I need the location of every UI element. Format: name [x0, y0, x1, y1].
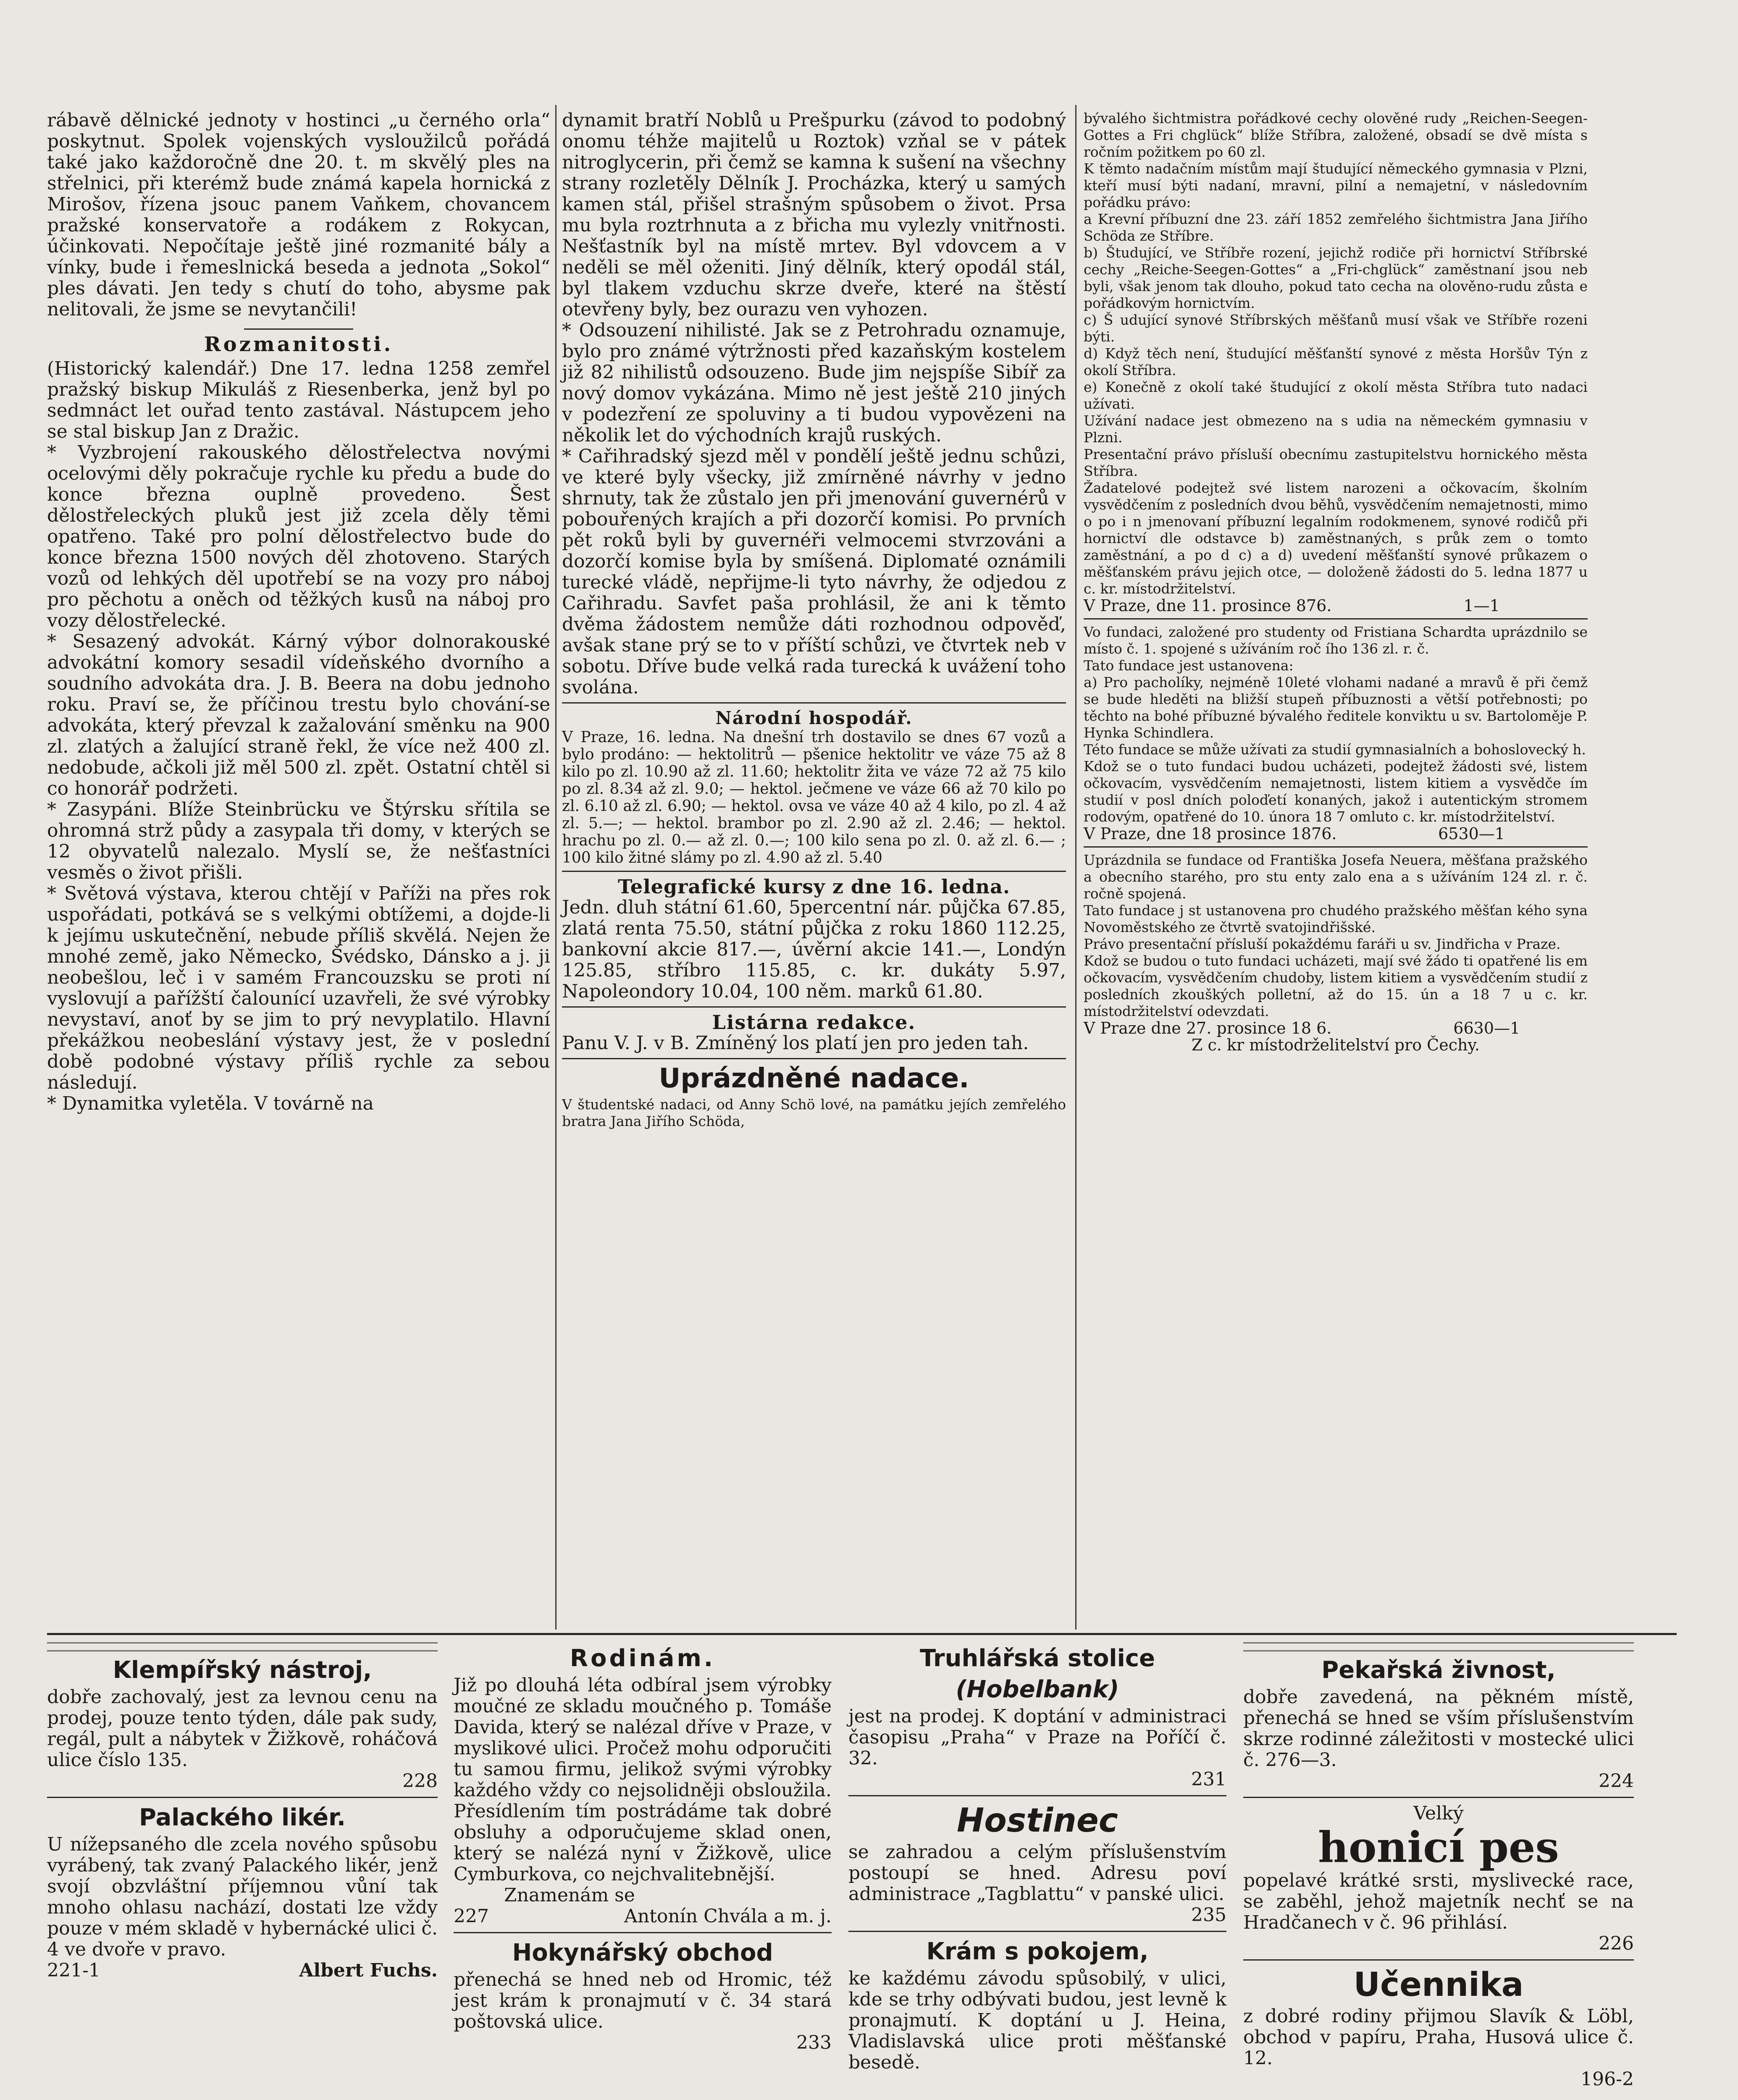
paragraph: c) Š udující synové Stříbrských měšťanů musí však ve Stříbře rozeni býti. — [1084, 312, 1588, 345]
ad-number: 226 — [1599, 1933, 1634, 1954]
news-item: * Dynamitka vyletěla. V továrně na — [47, 1093, 374, 1114]
paragraph: dynamit bratří Noblů u Prešpurku (závod to podobný onomu téhže majitelů u Roztok) vzňal se v pátek nitroglycerin, při čemž se kamna k sušení na všechny strany rozletěly Dělník J. Procházka, který u samých kamen stál, přišel strašným spůsobem o život. Prsa mu byla roztrhnuta a z břicha mu vylezly vnitřnosti. Nešťastník byl na místě mrtev. Byl vdovcem a v neděli se měl oženiti. Jiný dělník, který opodál stál, byl tlakem vzduchu skrze dveře, které na štěstí otevřeny byly, bez ourazu ven vyhozen. — [562, 110, 1066, 320]
ad-signer: Albert Fuchs. — [299, 1960, 438, 1981]
ad-title: Rodinám. — [570, 1645, 716, 1672]
paragraph: bývalého šichtmistra pořádkové cechy olověné rudy „Reichen-Seegen-Gottes a Fri chglück“ blíže Stříbra, založené, obsadí se dvě místa s ročním požitkem po 60 zl. — [1084, 110, 1588, 160]
paragraph: Tato fundace j st ustanovena pro chudého pražského měšťan kého syna Novoměstského ze čtvrtě svatojindřišské. — [1084, 902, 1588, 935]
signature-line: V Praze dne 27. prosince 18 6. 6630—1 — [1084, 1019, 1520, 1037]
news-item: * Vyzbrojení rakouského dělostřelectva novými ocelovými děly pokračuje rychle ku předu a bude do konce března ouplně provedeno. Šest dělostřeleckých pluků jest již zcela děly těmi opatřeno. Také pro polní dělostřelectvo bude do konce března 1500 nových děl zhotoveno. Starých vozů od lehkých děl upotřebí se na vozy pro náboj pro pěchotu a oněch od těžkých kusů na náboj pro vozy dělostřelecké. — [47, 442, 550, 631]
divider — [562, 871, 1066, 872]
news-item: (Historický kalendář.) Dne 17. ledna 1258 zemřel pražský biskup Mikuláš z Riesenberka, jenž byl po sedmnáct let ouřad tento zastával. Nástupcem jeho se stal biskup Jan z Dražic. — [47, 358, 550, 442]
paragraph: Této fundace se může užívati za studií gymnasialních a bohoslovecký h. — [1084, 741, 1586, 758]
paragraph: d) Když těch není, študující měšťanští synové z města Horšův Týn z okolí Stříbra. — [1084, 345, 1588, 378]
paragraph: Kdož se budou o tuto fundaci ucházeti, mají své žádo ti opatřené lis em očkovacím, vysvědčením chudoby, listem kitiem a vysvědčením studií z posledních zkouškých polletní, až do 15. ún a 18 7 u c. kr. místodržitelství odevzdati. — [1084, 953, 1588, 1019]
divider — [562, 702, 1066, 704]
paragraph: e) Konečně z okolí také študující z okolí města Stříbra tuto nadaci užívati. — [1084, 379, 1588, 412]
column-3 — [1084, 110, 1588, 1053]
ad-column-2 — [454, 1642, 832, 2053]
paragraph: Presentační právo přísluší obecnímu zastupitelstvu hornického města Stříbra. — [1084, 446, 1588, 479]
paragraph: a Krevní příbuzní dne 23. září 1852 zemřelého šichtmistra Jana Jiřího Schöda ze Stříbre. — [1084, 211, 1588, 244]
ad-text: Již po dlouhá léta odbíral jsem výrobky moučné ze skladu moučného p. Tomáše Davida, který se nalézal dříve v Praze, v myslikové ulici. Pročež mohu odporučiti tu samou firmu, jelikož svými výrobky každého vždy co nejsolidněji obsloužila. Přesídlením tím postrádáme tak dobré obsluhy a odporučujeme sklad onen, který se nalézá nyní v Žižkově, ulice Cymburkova, co nejchvalitebnější. — [454, 1675, 832, 1885]
ad-title: Palackého likér. — [139, 1804, 346, 1831]
ad-text: se zahradou a celým příslušenstvím postoupí se hned. Adresu poví administrace „Tagblattu“ v panské ulici. — [848, 1841, 1226, 1905]
section-title: Rozmanitosti. — [204, 333, 394, 356]
ad-number: 224 — [1599, 1770, 1634, 1792]
ad-title: honicí pes — [1318, 1822, 1559, 1872]
telegraph-text: Jedn. dluh státní 61.60, 5percentní nár. půjčka 67.85, zlatá renta 75.50, státní půjčka z roku 1860 112.25, bankovní akcie 817.—, úvěrní akcie 141.—, Londýn 125.85, stříbro 115.85, c. kr. dukáty 5.97, Napoleondory 10.04, 100 něm. marků 61.80. — [562, 897, 1066, 1002]
news-item: * Sesazený advokát. Kárný výbor dolnorakouské advokátní komory sesadil vídeňského dvorního a soudního advokáta dra. J. B. Beera na dobu jednoho roku. Praví se, že příčinou trestu bylo chování-se advokáta, který převzal k zažalování směnku na 900 zl. zlatých a žalující straně řekl, že více než 400 zl. nedobude, ačkoli již měl 500 zl. zpět. Ostatní chtěl si co honorář podržeti. — [47, 631, 550, 799]
letters-text: Panu V. J. v B. Zmíněný los platí jen pro jeden tah. — [562, 1032, 1029, 1054]
ornament-border — [1243, 1642, 1634, 1651]
ads-divider — [47, 1633, 1677, 1635]
divider — [244, 328, 353, 330]
column-1 — [47, 110, 550, 1114]
signature-line: V Praze, dne 18 prosince 1876. 6530—1 — [1084, 824, 1505, 843]
paragraph: Uprázdnila se fundace od Františka Josefa Neuera, měšťana pražského a obecního starého, pro stu enty zalo ena a s užíváním 124 zl. r. č. ročně spojená. — [1084, 852, 1588, 902]
ad-text: přenechá se hned neb od Hromic, též jest krám k pronajmutí v č. 34 stará poštovská ulice. — [454, 1969, 832, 2032]
ad-text: dobře zachovalý, jest za levnou cenu na prodej, pouze tento týden, dále pak sudy, regál, pult a nábytek v Žižkově, roháčová ulice číslo 135. — [47, 1686, 438, 1771]
ad-text: dobře zavedená, na pěkném místě, přenechá se hned se vším příslušenstvím skrze rodinné záležitosti v mostecké ulici č. 276—3. — [1243, 1686, 1634, 1771]
ad-number: 231 — [1191, 1769, 1226, 1790]
ad-signer: Antonín Chvála a m. j. — [624, 1906, 832, 1927]
ad-title: Učennika — [1353, 1966, 1524, 2004]
news-item: * Zasypáni. Blíže Steinbrücku ve Štýrsku sřítila se ohromná strž půdy a zasypala tři domy, v kterých se 12 obyvatelů nalezalo. Myslí se, že nešťastníci vesměs o život přišli. — [47, 799, 550, 883]
divider — [1084, 618, 1588, 620]
ad-title: Hokynářský obchod — [512, 1939, 773, 1966]
divider — [1243, 1797, 1634, 1798]
paragraph: * Odsouzení nihilisté. Jak se z Petrohradu oznamuje, bylo pro známé výtržnosti před kazaňským kostelem již 82 nihilistů odsouzeno. Bude jim nejspíše Sibíř za nový domov vykázána. Mimo ně jest ještě 210 jiných v podezření ze spoluviny a ti budou vypovězeni na několik let do východních krajů ruských. — [562, 320, 1066, 446]
ad-text: popelavé krátké srsti, myslivecké race, se zaběhl, jehož majetník nechť se na Hradčanech v č. 96 přihlásí. — [1243, 1870, 1634, 1933]
divider — [848, 1931, 1226, 1932]
nadace-title: Uprázdněné nadace. — [659, 1063, 969, 1094]
paragraph: Žadatelové podejtež své listem narozeni a očkovacím, školním vysvědčením z posledních dvou běhů, vysvědčením nemajetnosti, mimo o po i n jmenovaní příbuzní legalním rodokmenem, synové rodičů při hornictví dle odstavce b) zaměstnaných, s průk zem o tomto zaměstnání, a po d c) a d) uvedení měšťanští synové průkazem o měšťanském právu jejich otce, — doloženě žádosti do 5. ledna 1877 u c. kr. místodržitelství. — [1084, 480, 1588, 597]
economy-title: Národní hospodář. — [715, 708, 913, 728]
ad-text: Znamenám se — [504, 1885, 635, 1906]
divider — [1243, 1959, 1634, 1961]
paragraph: * Cařihradský sjezd měl v pondělí ještě jednu schůzi, ve které byly všecky, již zmírněné návrhy v jedno shrnuty, tak že zůstalo jen při jmenování guvernérů v pobouřených krajích a při dozorčí komisi. Po prvních pět roků byli by guvernéři velmocemi stvrzováni a dozorčí komise byla by smíšená. Diplomaté oznámili turecké vládě, nepřijme-li tyto návrhy, že odjedou z Cařihradu. Savfet paša prohlásil, že ani k těmto dvěma žádostem nemůže dáti rozhodnou odpověď, avšak stane prý se to v příští schůzi, ve čtvrtek neb v sobotu. Dříve bude velká rada turecká k uvážení toho svolána. — [562, 446, 1066, 698]
paragraph: rábavě dělnické jednoty v hostinci „u černého orla“ poskytnut. Spolek vojenských vysloužilců pořádá také jako každoročně dne 20. t. m skvělý ples na střelnici, při kterémž bude známá kapela hornická z Mirošov, řízena jsouc panem Vaňkem, chovancem pražské konservatoře a rodákem z Rokycan, účinkovati. Nepočítaje ještě jiné rozmanité bály a vínky, bude i řemeslnická beseda a jednota „Sokol“ ples dávati. Jen tedy s chutí do toho, abysme pak nelitovali, že jsme se nevytančili! — [47, 110, 550, 320]
ad-number: 235 — [1191, 1904, 1226, 1926]
ad-signature — [454, 1906, 832, 1927]
column-rule-2 — [1075, 105, 1076, 1630]
divider — [47, 1797, 438, 1798]
paragraph: b) Študující, ve Stříbře rození, jejichž rodiče při hornictví Stříbrské cechy „Reiche-Seegen-Gottes“ a „Fri-chglück“ zaměstnaní jsou neb byli, však jenom tak dlouho, pokud tato cecha na olověno-rudu zůsta e pořádkovým hornictvím. — [1084, 244, 1588, 311]
paragraph: Právo presentační přísluší pokaždému faráři u sv. Jindřicha v Praze. — [1084, 936, 1561, 952]
ad-title: Pekařská živnost, — [1321, 1656, 1556, 1684]
ad-title: Hostinec — [957, 1802, 1118, 1840]
paragraph: Tato fundace jest ustanovena: — [1084, 657, 1294, 674]
ad-subtitle: (Hobelbank) — [956, 1676, 1119, 1703]
ad-signature — [47, 1960, 438, 1981]
ad-number: 233 — [796, 2032, 832, 2053]
ad-text: z dobré rodiny přijmou Slavík & Löbl, obchod v papíru, Praha, Husová ulice č. 12. — [1243, 2006, 1634, 2069]
nadace-text: V študentské nadaci, od Anny Schö lové, na památku jejích zemřelého bratra Jana Jiřího Schöda, — [562, 1096, 1066, 1129]
ad-number: 228 — [402, 1770, 438, 1792]
ad-text: jest na prodej. K doptání v administraci časopisu „Praha“ v Praze na Poříčí č. 32. — [848, 1706, 1226, 1769]
ad-number: 196-2 — [1580, 2068, 1634, 2090]
paragraph: Z c. kr místodrželitelství pro Čechy. — [1192, 1036, 1480, 1054]
letters-title: Listárna redakce. — [712, 1011, 916, 1034]
ad-text: Velký — [1413, 1803, 1464, 1824]
signature-line: V Praze, dne 11. prosince 876. 1—1 — [1084, 596, 1500, 615]
ad-text: ke každému závodu spůsobilý, v ulici, kde se trhy odbývati budou, jest levně k pronajmutí. K doptání u J. Heina, Vladislavská ulice proti měšťanské besedě. — [848, 1968, 1226, 2073]
column-rule-1 — [555, 105, 557, 1630]
telegraph-title: Telegrafické kursy z dne 16. ledna. — [617, 875, 1011, 898]
ad-number: 227 — [454, 1906, 489, 1927]
paragraph: Vo fundaci, založené pro studenty od Fristiana Schardta uprázdnilo se místo č. 1. spojené s užíváním roč ího 136 zl. r. č. — [1084, 624, 1588, 657]
divider — [562, 1006, 1066, 1008]
ornament-border — [47, 1642, 438, 1651]
paragraph: a) Pro pacholíky, nejméně 10leté vlohami nadané a mravů ě při čemž se bude hleděti na bližší stupeň příbuznosti a větší potřebnosti; po těchto na bohé příbuzné bývalého ředitele konviktu u sv. Bartoloměje P. Hynka Schindlera. — [1084, 674, 1588, 741]
paragraph: K těmto nadačním místům mají študující německého gymnasia v Plzni, kteří musí býti nadaní, mravní, pilní a nemajetní, v následovním pořádku právo: — [1084, 160, 1588, 210]
ad-text: U nížepsaného dle zcela nového spůsobu vyrábený, tak zvaný Palackého likér, jenž svojí obzvláštní příjemnou vůní tak mnoho ohlasu nachází, dostati lze vždy pouze v mém skladě v hybernácké ulici č. 4 ve dvoře v pravo. — [47, 1834, 438, 1960]
ad-column-3 — [848, 1642, 1226, 2073]
column-2 — [562, 110, 1066, 1130]
divider — [1084, 846, 1588, 848]
paragraph: Užívání nadace jest obmezeno na s udia na německém gymnasiu v Plzni. — [1084, 412, 1588, 446]
news-item: * Světová výstava, kterou chtějí v Paříži na přes rok uspořádati, potkává se s velkými obtížemi, a dojde-li k jejímu uskutečnění, nebude příliš skvělá. Nejen že mnohé země, jako Německo, Švédsko, Dánsko a j. ji neobešlou, leč i v samém Francouzsku se proti ní vyslovují a pařížští čalounící uzavřeli, že své výrobky nevystaví, anoť by se jim to prý nevyplatilo. Hlavní překážkou neobeslání výstavy jest, že v poslední době podobné výstavy příliš rychle za sebou následují. — [47, 883, 550, 1093]
ad-column-4 — [1243, 1642, 1634, 2090]
ad-title: Klempířský nástroj, — [113, 1656, 372, 1684]
divider — [454, 1932, 832, 1933]
ad-column-1 — [47, 1642, 438, 1981]
paragraph: Kdož se o tuto fundaci budou ucházeti, podejtež žádosti své, listem očkovacím, vysvědčením nemajetnosti, listem kitiem a vysvědče ím studií v posl dních poloďetí konaných, jakož i autentickým stromem rodovým, opatřené do 10. února 18 7 omluto c. kr. místodržitelství. — [1084, 758, 1588, 825]
divider — [848, 1795, 1226, 1796]
divider — [562, 1058, 1066, 1059]
ad-title: Truhlářská stolice — [920, 1645, 1155, 1672]
ad-number: 221-1 — [47, 1960, 100, 1981]
ad-title: Krám s pokojem, — [926, 1938, 1149, 1965]
economy-text: V Praze, 16. ledna. Na dnešní trh dostavilo se dnes 67 vozů a bylo prodáno: — hektolitrů — pšenice hektolitr ve váze 75 až 8 kilo po zl. 10.90 až zl. 11.60; hektolitr žita ve váze 72 až 75 kilo po zl. 8.34 až zl. 9.0; — hektol. ječmene ve váze 66 až 70 kilo po zl. 6.10 až zl. 6.90; — hektol. ovsa ve váze 40 až 4 kilo, po zl. 4 až zl. 5.—; — hektol. brambor po zl. 2.90 až zl. 2.46; — hektol. hrachu po zl. 0.— až zl. 0.—; 100 kilo sena po zl. 0. až zl. 6.— ; 100 kilo žitné slámy po zl. 4.90 až zl. 5.40 — [562, 729, 1066, 866]
